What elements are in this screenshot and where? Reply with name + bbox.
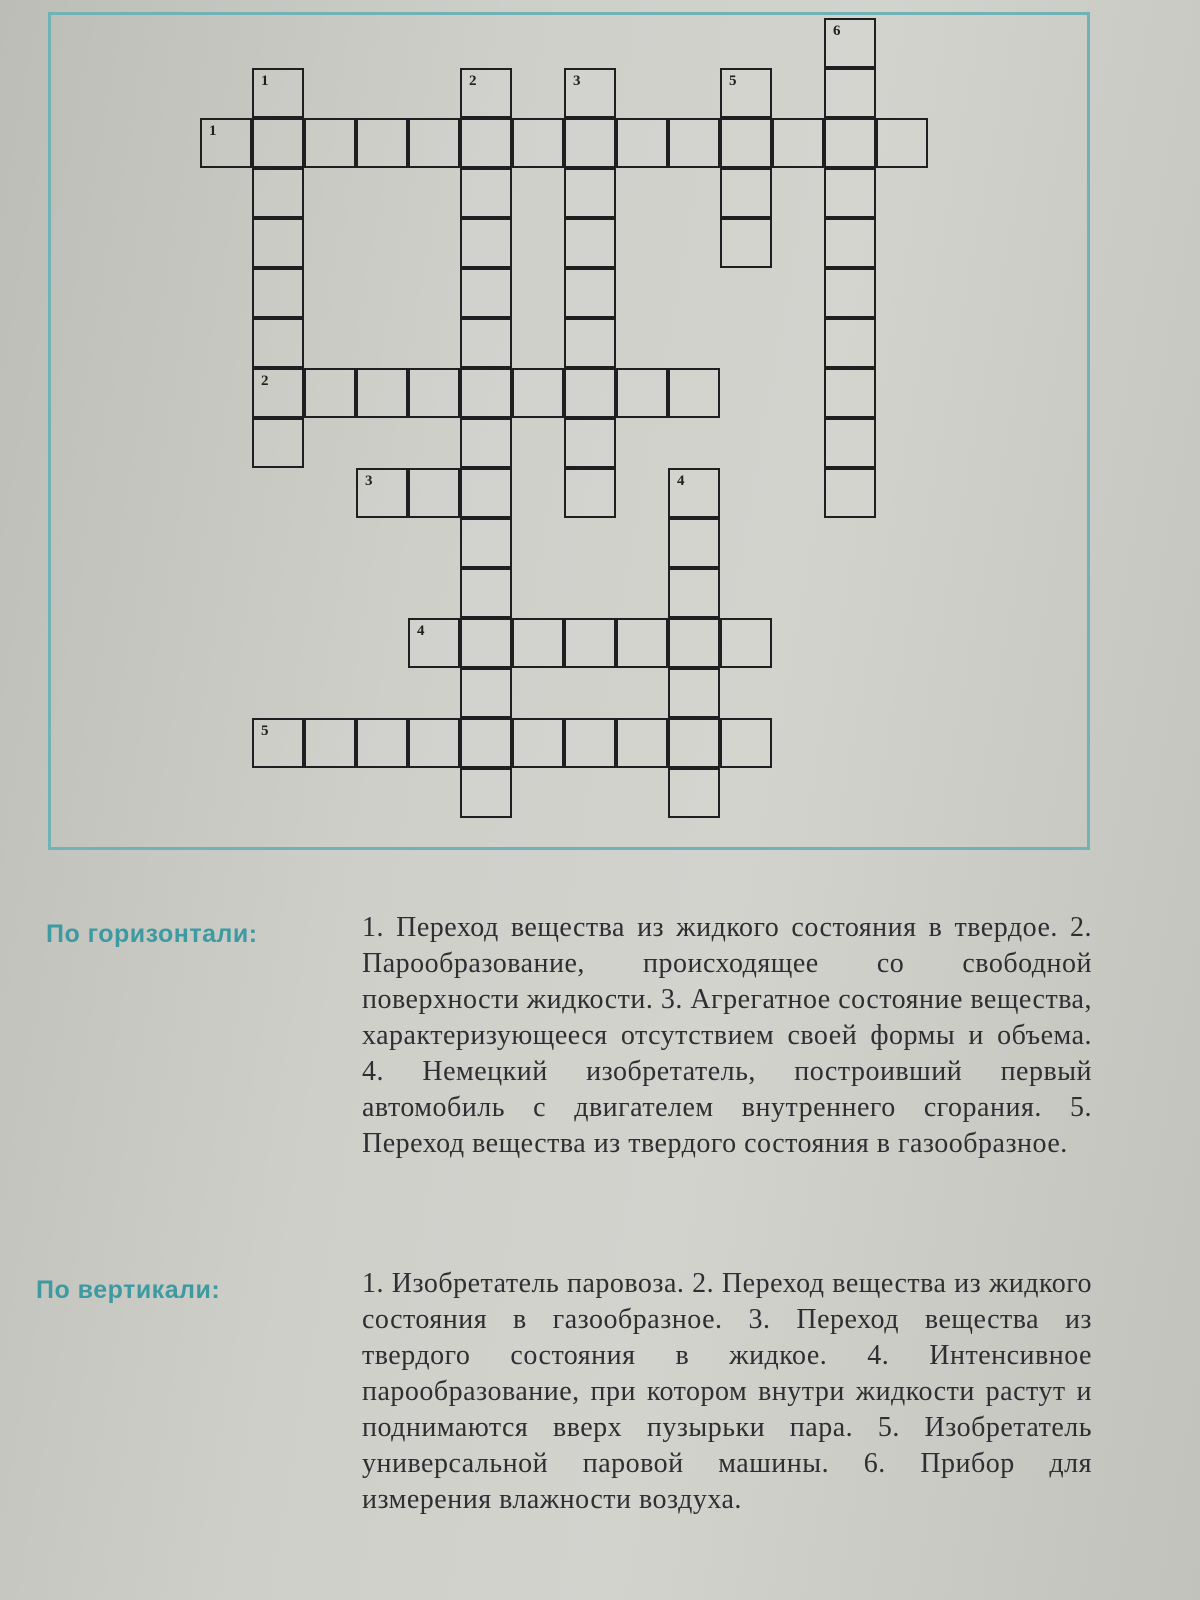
crossword-cell[interactable] — [564, 418, 616, 468]
crossword-cell[interactable] — [252, 118, 304, 168]
crossword-cell[interactable] — [616, 618, 668, 668]
crossword-cell[interactable] — [824, 418, 876, 468]
down-number-2: 2 — [469, 73, 477, 89]
crossword-cell[interactable] — [512, 718, 564, 768]
crossword-cell[interactable] — [460, 668, 512, 718]
across-number-5: 5 — [261, 723, 269, 739]
crossword-cell[interactable] — [824, 18, 876, 68]
down-number-4: 4 — [677, 473, 685, 489]
crossword-cell[interactable] — [252, 68, 304, 118]
crossword-cell[interactable] — [460, 318, 512, 368]
crossword-cell[interactable] — [564, 618, 616, 668]
crossword-cell[interactable] — [460, 68, 512, 118]
crossword-cell[interactable] — [304, 368, 356, 418]
crossword-cell[interactable] — [720, 218, 772, 268]
crossword-cell[interactable] — [824, 168, 876, 218]
down-number-5: 5 — [729, 73, 737, 89]
crossword-cell[interactable] — [252, 168, 304, 218]
crossword-cell[interactable] — [252, 718, 304, 768]
crossword-cell[interactable] — [772, 118, 824, 168]
crossword-cell[interactable] — [876, 118, 928, 168]
crossword-cell[interactable] — [356, 718, 408, 768]
crossword-cell[interactable] — [460, 568, 512, 618]
crossword-cell[interactable] — [252, 218, 304, 268]
crossword-cell[interactable] — [564, 268, 616, 318]
crossword-cell[interactable] — [720, 618, 772, 668]
crossword-cell[interactable] — [668, 118, 720, 168]
down-clues: 1. Изобретатель паровоза. 2. Переход вещества из жидкого состояния в газообразное. 3. Переход вещества из твердого состояния в жидкое. 4. Интенсивное парообразование, при котором внутри жидкости растут и поднимаются вверх пузырьки пара. 5. Изобретатель универсальной паровой машины. 6. Прибор для измерения влажности воздуха. — [362, 1268, 1092, 1515]
down-number-6: 6 — [833, 23, 841, 39]
crossword-cell[interactable] — [668, 468, 720, 518]
crossword-cell[interactable] — [356, 468, 408, 518]
crossword-cell[interactable] — [408, 468, 460, 518]
crossword-cell[interactable] — [668, 718, 720, 768]
across-number-1: 1 — [209, 123, 217, 139]
crossword-cell[interactable] — [564, 368, 616, 418]
crossword-cell[interactable] — [408, 368, 460, 418]
crossword-cell[interactable] — [824, 268, 876, 318]
crossword-cell[interactable] — [408, 618, 460, 668]
crossword-cell[interactable] — [824, 468, 876, 518]
crossword-cell[interactable] — [564, 718, 616, 768]
crossword-cell[interactable] — [512, 368, 564, 418]
crossword-cell[interactable] — [668, 518, 720, 568]
crossword-cell[interactable] — [668, 668, 720, 718]
crossword-cell[interactable] — [720, 168, 772, 218]
crossword-cell[interactable] — [460, 618, 512, 668]
crossword-cell[interactable] — [356, 368, 408, 418]
down-number-1: 1 — [261, 73, 269, 89]
crossword-cell[interactable] — [460, 718, 512, 768]
crossword-cell[interactable] — [616, 368, 668, 418]
crossword-cell[interactable] — [512, 118, 564, 168]
crossword-cell[interactable] — [564, 168, 616, 218]
crossword-cell[interactable] — [824, 318, 876, 368]
crossword-cell[interactable] — [824, 68, 876, 118]
crossword-cell[interactable] — [460, 268, 512, 318]
crossword-cell[interactable] — [252, 318, 304, 368]
down-heading: По вертикали: — [36, 1276, 221, 1304]
crossword-cell[interactable] — [512, 618, 564, 668]
crossword-cell[interactable] — [564, 468, 616, 518]
crossword-cell[interactable] — [616, 118, 668, 168]
crossword-cell[interactable] — [252, 268, 304, 318]
crossword-cell[interactable] — [252, 368, 304, 418]
crossword-cell[interactable] — [304, 118, 356, 168]
crossword-cell[interactable] — [356, 118, 408, 168]
crossword-cell[interactable] — [200, 118, 252, 168]
across-number-2: 2 — [261, 373, 269, 389]
across-clues: 1. Переход вещества из жидкого состояния в твердое. 2. Парообразование, происходящее со свободной поверхности жидкости. 3. Агрегатное состояние вещества, характеризующееся отсутствием своей формы и объема. 4. Немецкий изобретатель, построивший первый автомобиль с двигателем внутреннего сгорания. 5. Переход вещества из твердого состояния в газообразное. — [362, 912, 1092, 1159]
across-number-4: 4 — [417, 623, 425, 639]
crossword-cell[interactable] — [616, 718, 668, 768]
crossword-cell[interactable] — [460, 168, 512, 218]
crossword-cell[interactable] — [720, 118, 772, 168]
crossword-cell[interactable] — [252, 418, 304, 468]
crossword-cell[interactable] — [720, 718, 772, 768]
crossword-cell[interactable] — [460, 768, 512, 818]
crossword-cell[interactable] — [824, 218, 876, 268]
crossword-cell[interactable] — [824, 368, 876, 418]
crossword-cell[interactable] — [564, 318, 616, 368]
crossword-cell[interactable] — [564, 118, 616, 168]
crossword-cell[interactable] — [564, 68, 616, 118]
crossword-cell[interactable] — [668, 618, 720, 668]
crossword-cell[interactable] — [720, 68, 772, 118]
down-number-3: 3 — [573, 73, 581, 89]
across-heading: По горизонтали: — [46, 920, 258, 948]
crossword-cell[interactable] — [668, 768, 720, 818]
crossword-cell[interactable] — [304, 718, 356, 768]
crossword-cell[interactable] — [668, 568, 720, 618]
crossword-cell[interactable] — [460, 218, 512, 268]
crossword-cell[interactable] — [824, 118, 876, 168]
crossword-cell[interactable] — [460, 468, 512, 518]
crossword-cell[interactable] — [460, 418, 512, 468]
crossword-cell[interactable] — [564, 218, 616, 268]
across-number-3: 3 — [365, 473, 373, 489]
crossword-cell[interactable] — [668, 368, 720, 418]
crossword-cell[interactable] — [460, 368, 512, 418]
crossword-cell[interactable] — [408, 718, 460, 768]
crossword-cell[interactable] — [460, 518, 512, 568]
crossword-cell[interactable] — [460, 118, 512, 168]
crossword-cell[interactable] — [408, 118, 460, 168]
